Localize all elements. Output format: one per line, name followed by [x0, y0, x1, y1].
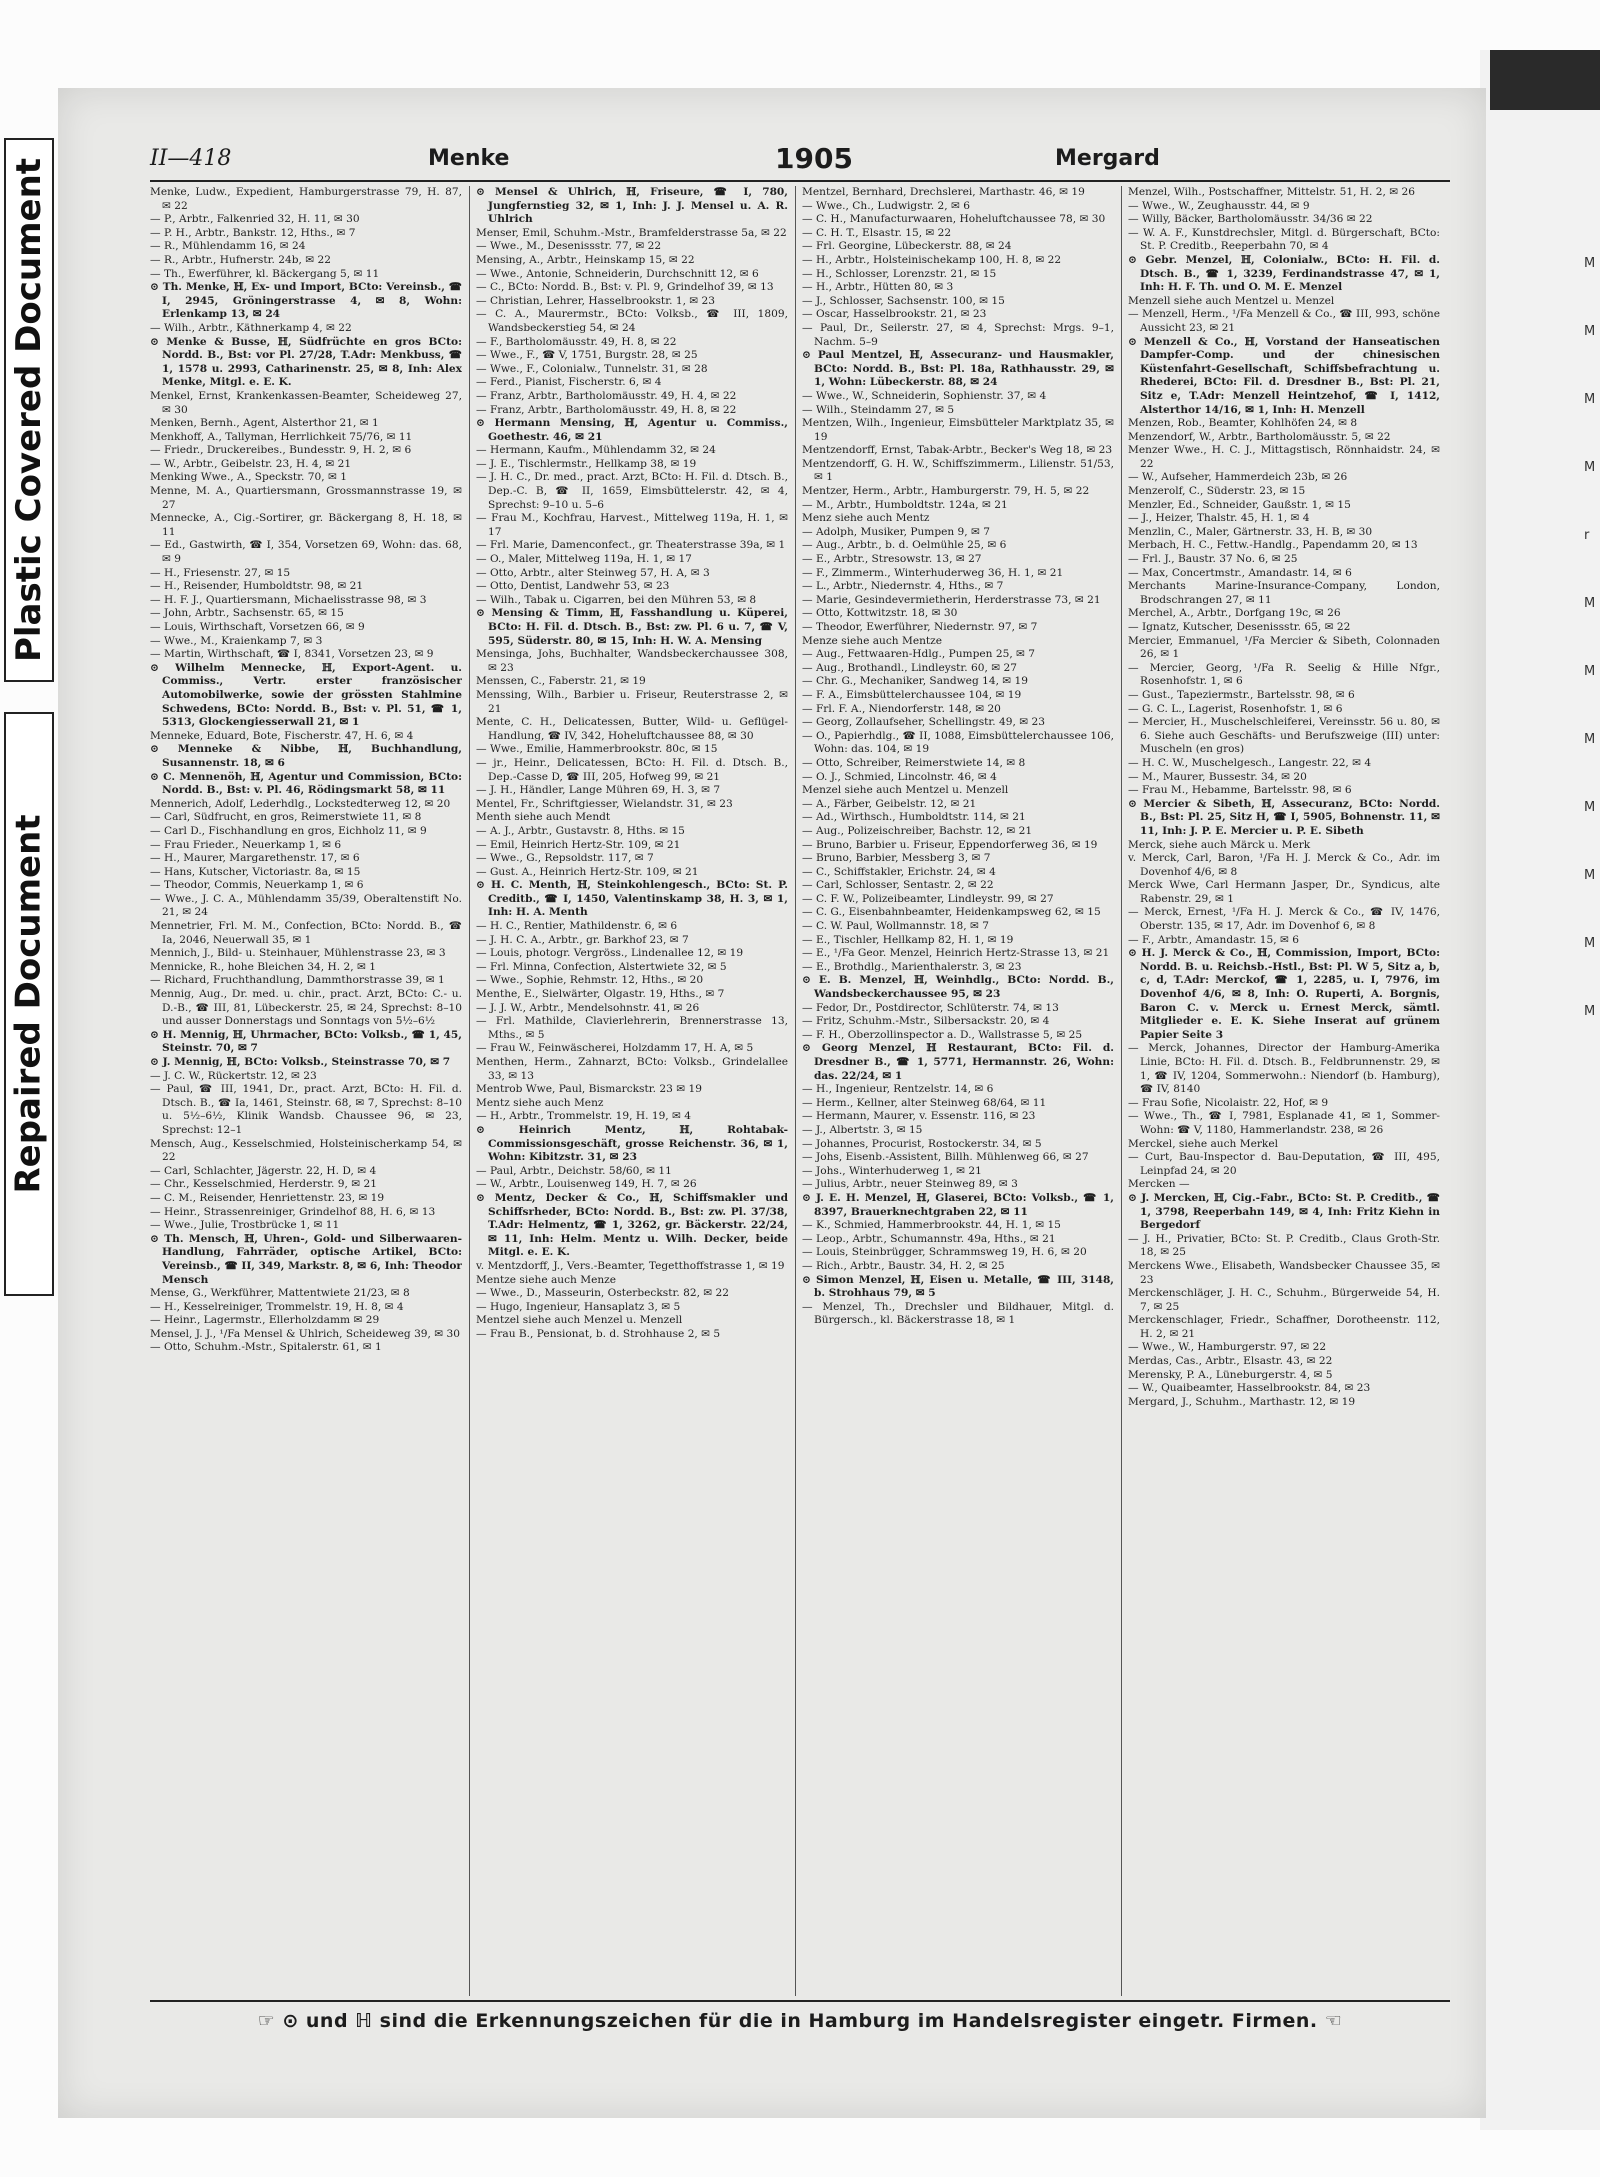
directory-entry: Menth siehe auch Mendt: [476, 811, 611, 824]
directory-entry: Menssen, C., Faberstr. 21, ✉ 19: [476, 675, 646, 688]
directory-entry: — W., Arbtr., Louisenweg 149, H. 7, ✉ 26: [476, 1178, 697, 1191]
directory-entry: — Adolph, Musiker, Pumpen 9, ✉ 7: [802, 525, 991, 538]
directory-entry: Menzel, Wilh., Postschaffner, Mittelstr. 51, H. 2, ✉ 26: [1128, 186, 1415, 198]
adjacent-page-mark: M: [1584, 800, 1596, 815]
directory-entry: Menkel, Ernst, Krankenkassen-Beamter, Scheideweg 27, ✉ 30: [150, 389, 462, 416]
directory-entry: — Friedr., Druckereibes., Bundesstr. 9, H. 2, ✉ 6: [150, 444, 412, 457]
directory-entry: — Fritz, Schuhm.-Mstr., Silbersackstr. 20, ✉ 4: [802, 1015, 1050, 1028]
directory-entry: — Heinr., Lagermstr., Ellerholzdamm ✉ 29: [150, 1314, 380, 1327]
directory-entry: Mentzer, Herm., Arbtr., Hamburgerstr. 79, H. 5, ✉ 22: [802, 485, 1090, 498]
directory-entry: — Mercier, Georg, ¹/Fa R. Seelig & Hille Nfgr., Rosenhofstr. 1, ✉ 6: [1128, 661, 1440, 688]
directory-entry: — Georg, Zollaufseher, Schellingstr. 49, ✉ 23: [802, 716, 1045, 729]
directory-entry: Menthen, Herm., Zahnarzt, BCto: Volksb., Grindelallee 33, ✉ 13: [476, 1056, 788, 1082]
directory-entry: ⊙ Menke & Busse, ℍ, Südfrüchte en gros BCto: Nordd. B., Bst: vor Pl. 27/28, T.Adr: Menkbuss, ☎ 1, 1578 u. 2993, Catharinenstr. 25, ✉ 8, Inh: Alex Menke, Mitgl. e. E. K.: [150, 335, 462, 389]
directory-columns: [150, 186, 1450, 1996]
directory-entry: — H. C. W., Muschelgesch., Langestr. 22, ✉ 4: [1128, 756, 1372, 769]
adjacent-page-mark: M: [1584, 1004, 1596, 1019]
directory-entry: ⊙ Mensel & Uhlrich, ℍ, Friseure, ☎ I, 780, Jungfernstieg 32, ✉ 1, Inh: J. J. Mensel u. A. R. Uhlrich: [476, 186, 788, 226]
directory-entry: Mensel, J. J., ¹/Fa Mensel & Uhlrich, Scheideweg 39, ✉ 30: [150, 1327, 461, 1340]
directory-entry: Merckenschläger, J. H. C., Schuhm., Bürgerweide 54, H. 7, ✉ 25: [1128, 1287, 1440, 1313]
directory-entry: Menzer Wwe., H. C. J., Mittagstisch, Rönnhaidstr. 24, ✉ 22: [1128, 444, 1440, 470]
directory-entry: — C. G., Eisenbahnbeamter, Heidenkampsweg 62, ✉ 15: [802, 906, 1101, 919]
directory-entry: — Louis, photogr. Vergröss., Lindenallee 12, ✉ 19: [476, 947, 744, 960]
directory-entry: Mentzel siehe auch Menzel u. Menzell: [476, 1314, 683, 1327]
directory-entry: — Ferd., Pianist, Fischerstr. 6, ✉ 4: [476, 376, 662, 389]
directory-entry: — A. J., Arbtr., Gustavstr. 8, Hths. ✉ 15: [476, 824, 685, 837]
directory-entry: — Frau M., Hebamme, Bartelsstr. 98, ✉ 6: [1128, 784, 1352, 797]
directory-entry: — Martin, Wirthschaft, ☎ I, 8341, Vorsetzen 23, ✉ 9: [150, 648, 434, 661]
directory-entry: Mennig, Aug., Dr. med. u. chir., pract. Arzt, BCto: C.- u. D.-B., ☎ III, 81, Lübeckerstr. 25, ✉ 24, Sprechst: 8–10 und ausser Donnerstags und Sonntags von 5½–6½: [150, 988, 462, 1028]
directory-entry: — J. J. W., Arbtr., Mendelsohnstr. 41, ✉ 26: [476, 1001, 700, 1014]
directory-entry: ⊙ Menneke & Nibbe, ℍ, Buchhandlung, Susannenstr. 18, ✉ 6: [150, 743, 462, 769]
directory-entry: — C. H., Manufacturwaaren, Hoheluftchaussee 78, ✉ 30: [802, 213, 1106, 226]
adjacent-page-mark: r: [1584, 528, 1590, 543]
directory-entry: ⊙ Heinrich Mentz, ℍ, Rohtabak-Commissionsgeschäft, grosse Reichenstr. 36, ✉ 1, Wohn: Kibitzstr. 31, ✉ 23: [476, 1123, 788, 1164]
directory-entry: Menzell siehe auch Mentzel u. Menzel: [1128, 294, 1335, 307]
directory-entry: — F., Zimmerm., Winterhuderweg 36, H. 1, ✉ 21: [802, 566, 1064, 579]
adjacent-page-mark: M: [1584, 324, 1596, 339]
directory-entry: ⊙ E. B. Menzel, ℍ, Weinhdlg., BCto: Nordd. B., Wandsbeckerchaussee 95, ✉ 23: [802, 974, 1114, 1001]
directory-entry: ⊙ Mentz, Decker & Co., ℍ, Schiffsmakler und Schiffsrheder, BCto: Nordd. B., Bst: zw. Pl. 37/38, T.Adr: Helmentz, ☎ 1, 3262, gr. Bäckerstr. 22/24, ✉ 11, Inh: Helm. Mentz u. Wilh. Decker, beide Mitgl. e. E. K.: [476, 1191, 788, 1259]
directory-entry: — Johs., Winterhuderweg 1, ✉ 21: [802, 1164, 982, 1177]
directory-entry: — W., Arbtr., Geibelstr. 23, H. 4, ✉ 21: [150, 457, 352, 470]
directory-entry: — Frau W., Feinwäscherei, Holzdamm 17, H. A, ✉ 5: [476, 1042, 754, 1055]
directory-entry: ⊙ J. E. H. Menzel, ℍ, Glaserei, BCto: Volksb., ☎ 1, 8397, Brauerknechtgraben 22, ✉ 11: [802, 1191, 1114, 1218]
directory-entry: — Otto, Schreiber, Reimerstwiete 14, ✉ 8: [802, 756, 1026, 769]
directory-entry: — Leop., Arbtr., Schumannstr. 49a, Hths., ✉ 21: [802, 1232, 1056, 1245]
directory-entry: — Wilh., Steindamm 27, ✉ 5: [802, 403, 955, 416]
directory-entry: — Richard, Fruchthandlung, Dammthorstrasse 39, ✉ 1: [150, 974, 445, 987]
directory-entry: Menzen, Rob., Beamter, Kohlhöfen 24, ✉ 8: [1128, 417, 1358, 430]
directory-entry: — O., Papierhdlg., ☎ II, 1088, Eimsbüttelerchaussee 106, Wohn: das. 104, ✉ 19: [802, 729, 1114, 756]
column-divider: [795, 186, 796, 1996]
directory-entry: — H., Arbtr., Trommelstr. 19, H. 19, ✉ 4: [476, 1110, 692, 1123]
directory-entry: — C. A., Maurermstr., BCto: Volksb., ☎ III, 1809, Wandsbeckerstieg 54, ✉ 24: [476, 308, 788, 334]
directory-entry: Mennerich, Adolf, Lederhdlg., Lockstedterweg 12, ✉ 20: [150, 797, 451, 810]
page-number: II—418: [150, 146, 232, 171]
directory-entry: — Theodor, Commis, Neuerkamp 1, ✉ 6: [150, 879, 364, 892]
directory-entry: — Wwe., Sophie, Rehmstr. 12, Hths., ✉ 20: [476, 974, 704, 987]
directory-entry: — Aug., Brothandl., Lindleystr. 60, ✉ 27: [802, 661, 1017, 674]
directory-entry: ⊙ H. C. Menth, ℍ, Steinkohlengesch., BCto: St. P. Creditb., ☎ I, 1450, Valentinskamp 38, H. 3, ✉ 1, Inh: H. A. Menth: [476, 879, 788, 919]
directory-entry: Merchel, A., Arbtr., Dorfgang 19c, ✉ 26: [1128, 607, 1341, 620]
directory-entry: — H., Kesselreiniger, Trommelstr. 19, H. 8, ✉ 4: [150, 1300, 404, 1313]
directory-entry: — Johs, Eisenb.-Assistent, Billh. Mühlenweg 66, ✉ 27: [802, 1151, 1089, 1164]
directory-entry: — Chr. G., Mechaniker, Sandweg 14, ✉ 19: [802, 675, 1029, 688]
directory-entry: — Curt, Bau-Inspector d. Bau-Deputation, ☎ III, 495, Leinpfad 24, ✉ 20: [1128, 1151, 1440, 1177]
directory-entry: Mentzendorff, G. H. W., Schiffszimmerm., Lilienstr. 51/53, ✉ 1: [802, 457, 1114, 484]
directory-entry: — E., Tischler, Hellkamp 82, H. 1, ✉ 19: [802, 933, 1014, 946]
directory-entry: — M., Arbtr., Humboldtstr. 124a, ✉ 21: [802, 498, 1008, 511]
directory-entry: Mense, G., Werkführer, Mattentwiete 21/23, ✉ 8: [150, 1287, 410, 1300]
directory-entry: — Max, Concertmstr., Amandastr. 14, ✉ 6: [1128, 566, 1352, 579]
directory-entry: Mensinga, Johs, Buchhalter, Wandsbeckerchaussee 308, ✉ 23: [476, 648, 788, 674]
directory-entry: Merbach, H. C., Fettw.-Handlg., Papendamm 20, ✉ 13: [1128, 539, 1418, 552]
directory-entry: — Th., Ewerführer, kl. Bäckergang 5, ✉ 11: [150, 267, 380, 280]
directory-entry: — Hugo, Ingenieur, Hansaplatz 3, ✉ 5: [476, 1300, 681, 1313]
directory-entry: Menze siehe auch Mentze: [802, 634, 943, 647]
directory-entry: — Chr., Kesselschmied, Herderstr. 9, ✉ 21: [150, 1178, 377, 1191]
directory-entry: Mentz siehe auch Menz: [476, 1096, 604, 1109]
directory-entry: — Gust. A., Heinrich Hertz-Str. 109, ✉ 21: [476, 865, 699, 878]
directory-entry: — Frau Frieder., Neuerkamp 1, ✉ 6: [150, 838, 342, 851]
directory-entry: — Aug., Arbtr., b. d. Oelmühle 25, ✉ 6: [802, 539, 1007, 552]
directory-entry: Mentzendorff, Ernst, Tabak-Arbtr., Becker's Weg 18, ✉ 23: [802, 444, 1113, 457]
directory-entry: — Hermann, Maurer, v. Essenstr. 116, ✉ 23: [802, 1110, 1036, 1123]
footer-rule: [150, 2000, 1450, 2002]
directory-entry: — C. F. W., Polizeibeamter, Lindleystr. 99, ✉ 27: [802, 892, 1054, 905]
directory-entry: — Julius, Arbtr., neuer Steinweg 89, ✉ 3: [802, 1178, 1018, 1191]
directory-entry: — E., ¹/Fa Geor. Menzel, Heinrich Hertz-Strasse 13, ✉ 21: [802, 947, 1110, 960]
directory-entry: — Gust., Tapeziermstr., Bartelsstr. 98, ✉ 6: [1128, 688, 1355, 701]
directory-entry: — J., Schlosser, Sachsenstr. 100, ✉ 15: [802, 294, 1005, 307]
column-divider: [469, 186, 470, 1996]
page-content: [150, 140, 1450, 2090]
directory-entry: Menkhoff, A., Tallyman, Herrlichkeit 75/76, ✉ 11: [150, 430, 413, 443]
directory-entry: — O. J., Schmied, Lincolnstr. 46, ✉ 4: [802, 770, 997, 783]
directory-entry: — Emil, Heinrich Hertz-Str. 109, ✉ 21: [476, 838, 681, 851]
directory-entry: Mennetrier, Frl. M. M., Confection, BCto: Nordd. B., ☎ Ia, 2046, Neuerwall 35, ✉ 1: [150, 920, 462, 946]
directory-entry: — Wwe., W., Schneiderin, Sophienstr. 37, ✉ 4: [802, 389, 1047, 402]
directory-entry: — Paul, Arbtr., Deichstr. 58/60, ✉ 11: [476, 1164, 672, 1177]
directory-entry: Menke, Ludw., Expedient, Hamburgerstrasse 79, H. 87, ✉ 22: [150, 186, 462, 212]
directory-entry: — Frl. F. A., Niendorferstr. 148, ✉ 20: [802, 702, 1001, 715]
directory-entry: — H., Maurer, Margarethenstr. 17, ✉ 6: [150, 852, 360, 865]
directory-entry: Menzlin, C., Maler, Gärtnerstr. 33, H. B, ✉ 30: [1128, 525, 1373, 538]
directory-entry: ⊙ Hermann Mensing, ℍ, Agentur u. Commiss., Goethestr. 46, ✉ 21: [476, 417, 788, 443]
directory-entry: — Aug., Fettwaaren-Hdlg., Pumpen 25, ✉ 7: [802, 648, 1036, 661]
directory-entry: — F., Arbtr., Amandastr. 15, ✉ 6: [1128, 933, 1299, 946]
directory-entry: — P. H., Arbtr., Bankstr. 12, Hths., ✉ 7: [150, 226, 356, 239]
directory-entry: — Bruno, Barbier u. Friseur, Eppendorferweg 36, ✉ 19: [802, 838, 1098, 851]
directory-entry: — H., Reisender, Humboldtstr. 98, ✉ 21: [150, 580, 364, 593]
directory-entry: — Marie, Gesindevermietherin, Herderstrasse 73, ✉ 21: [802, 593, 1101, 606]
directory-entry: — Heinr., Strassenreiniger, Grindelhof 88, H. 6, ✉ 13: [150, 1205, 436, 1218]
directory-entry: — Wwe., M., Desenissstr. 77, ✉ 22: [476, 240, 662, 253]
directory-entry: Merdas, Cas., Arbtr., Elsastr. 43, ✉ 22: [1128, 1355, 1333, 1368]
footer-note: ☞ ⊙ und ℍ sind die Erkennungszeichen für die in Hamburg im Handelsregister eingetr. Firmen. ☜: [257, 2010, 1343, 2032]
directory-entry: Mennich, J., Bild- u. Steinhauer, Mühlenstrasse 23, ✉ 3: [150, 947, 446, 960]
directory-entry: — H., Ingenieur, Rentzelstr. 14, ✉ 6: [802, 1083, 994, 1096]
directory-entry: — Wwe., F., ☎ V, 1751, Burgstr. 28, ✉ 25: [476, 349, 698, 362]
directory-entry: — C., Schiffstakler, Erichstr. 24, ✉ 4: [802, 865, 996, 878]
directory-entry: — H., Schlosser, Lorenzstr. 21, ✉ 15: [802, 267, 997, 280]
directory-entry: — Mercier, H., Muschelschleiferei, Vereinsstr. 56 u. 80, ✉ 6. Siehe auch Geschäfts- und Berufszweige (III) unter: Muscheln (en gros): [1128, 716, 1440, 756]
directory-entry: — J., Albertstr. 3, ✉ 15: [802, 1123, 923, 1136]
directory-entry: ⊙ J. Mercken, ℍ, Cig.-Fabr., BCto: St. P. Creditb., ☎ 1, 3798, Reeperbahn 149, ✉ 4, Inh: Fritz Kiehn in Bergedorf: [1128, 1191, 1440, 1232]
directory-entry: — Wwe., D., Masseurin, Osterbeckstr. 82, ✉ 22: [476, 1287, 730, 1300]
directory-entry: Mensch, Aug., Kesselschmied, Holsteinischerkamp 54, ✉ 22: [150, 1137, 462, 1164]
directory-entry: Mercier, Emmanuel, ¹/Fa Mercier & Sibeth, Colonnaden 26, ✉ 1: [1128, 634, 1440, 661]
year: 1905: [775, 142, 853, 175]
column-4: [1128, 186, 1440, 1996]
directory-entry: Menken, Bernh., Agent, Alsterthor 21, ✉ 1: [150, 417, 379, 430]
directory-entry: — Frau B., Pensionat, b. d. Strohhause 2, ✉ 5: [476, 1327, 721, 1340]
directory-entry: ⊙ C. Mennenöh, ℍ, Agentur und Commission, BCto: Nordd. B., Bst: v. Pl. 46, Rödingsmarkt 58, ✉ 11: [150, 770, 462, 797]
directory-entry: ⊙ Gebr. Menzel, ℍ, Colonialw., BCto: H. Fil. d. Dtsch. B., ☎ 1, 3239, Ferdinandstrasse 47, ✉ 1, Inh: H. F. Th. und O. M. E. Menzel: [1128, 253, 1440, 294]
directory-entry: — Carl, Schlachter, Jägerstr. 22, H. D, ✉ 4: [150, 1164, 377, 1177]
directory-entry: Merckens Wwe., Elisabeth, Wandsbecker Chaussee 35, ✉ 23: [1128, 1259, 1440, 1286]
adjacent-page-mark: M: [1584, 460, 1596, 475]
directory-entry: — Theodor, Ewerführer, Niedernstr. 97, ✉ 7: [802, 621, 1038, 633]
directory-entry: ⊙ J. Mennig, ℍ, BCto: Volksb., Steinstrasse 70, ✉ 7: [150, 1056, 451, 1068]
right-guide-word: Mergard: [1055, 146, 1160, 171]
directory-entry: — Frau Sofie, Nicolaistr. 22, Hof, ✉ 9: [1128, 1096, 1329, 1109]
directory-entry: — M., Maurer, Bussestr. 34, ✉ 20: [1128, 770, 1307, 783]
directory-entry: — Oscar, Hasselbrookstr. 21, ✉ 23: [802, 308, 987, 321]
directory-entry: v. Merck, Carl, Baron, ¹/Fa H. J. Merck & Co., Adr. im Dovenhof 4/6, ✉ 8: [1128, 852, 1440, 878]
directory-entry: Menking Wwe., A., Speckstr. 70, ✉ 1: [150, 471, 347, 484]
directory-entry: ⊙ Menzell & Co., ℍ, Vorstand der Hanseatischen Dampfer-Comp. und der chinesischen Küstenfahrt-Gesellschaft, Schiffsbefrachtung u. Rhederei, BCto: Fil. d. Dresdner B., Bst: Pl. 21, Sitz e, T.Adr: Menzell Heintzehof, ☎ I, 1412, Alsterthor 14/16, ✉ 1, Inh: H. Menzell: [1128, 335, 1440, 416]
directory-entry: — C. H. T., Elsastr. 15, ✉ 22: [802, 226, 952, 239]
directory-entry: — Franz, Arbtr., Bartholomäusstr. 49, H. 4, ✉ 22: [476, 389, 737, 402]
directory-entry: — Wwe., F., Colonialw., Tunnelstr. 31, ✉ 28: [476, 362, 708, 375]
directory-entry: Mentze siehe auch Menze: [476, 1273, 617, 1286]
adjacent-page-mark: M: [1584, 868, 1596, 883]
directory-entry: ⊙ Georg Menzel, ℍ Restaurant, BCto: Fil. d. Dresdner B., ☎ 1, 5771, Hermannstr. 26, Wohn: das. 22/24, ✉ 1: [802, 1042, 1114, 1082]
directory-entry: — Carl D., Fischhandlung en gros, Eichholz 11, ✉ 9: [150, 824, 427, 837]
directory-entry: — Wwe., J. C. A., Mühlendamm 35/39, Oberaltenstift No. 21, ✉ 24: [150, 892, 462, 919]
directory-entry: — Frl. Minna, Confection, Alstertwiete 32, ✉ 5: [476, 960, 727, 973]
directory-entry: — R., Arbtr., Hufnerstr. 24b, ✉ 22: [150, 253, 331, 266]
directory-entry: ⊙ Mensing & Timm, ℍ, Fasshandlung u. Küperei, BCto: H. Fil. d. Dtsch. B., Bst: zw. Pl. 6 u. 7, ☎ V, 595, Süderstr. 80, ✉ 15, Inh: H. W. A. Mensing: [476, 607, 788, 647]
directory-entry: — R., Mühlendamm 16, ✉ 24: [150, 240, 306, 253]
directory-entry: — Fedor, Dr., Postdirector, Schlüterstr. 74, ✉ 13: [802, 1001, 1059, 1014]
directory-entry: Menthe, E., Sielwärter, Olgastr. 19, Hths., ✉ 7: [476, 988, 725, 1001]
directory-entry: — Ad., Wirthsch., Humboldtstr. 114, ✉ 21: [802, 811, 1026, 824]
directory-entry: — H., Arbtr., Hütten 80, ✉ 3: [802, 281, 954, 294]
directory-entry: — Otto, Schuhm.-Mstr., Spitalerstr. 61, ✉ 1: [150, 1341, 382, 1354]
directory-entry: Merchants Marine-Insurance-Company, London, Brodschrangen 27, ✉ 11: [1128, 580, 1440, 606]
directory-entry: ⊙ Th. Menke, ℍ, Ex- und Import, BCto: Vereinsb., ☎ I, 2945, Gröningerstrasse 4, ✉ 8, Wohn: Erlenkamp 13, ✉ 24: [150, 281, 462, 321]
directory-entry: — Wwe., M., Kraienkamp 7, ✉ 3: [150, 634, 323, 647]
directory-entry: — Hans, Kutscher, Victoriastr. 8a, ✉ 15: [150, 865, 361, 878]
directory-entry: — L., Arbtr., Niedernstr. 4, Hths., ✉ 7: [802, 580, 1004, 593]
directory-entry: — Menzell, Herm., ¹/Fa Menzell & Co., ☎ III, 993, schöne Aussicht 23, ✉ 21: [1128, 308, 1440, 334]
directory-entry: — Wwe., Julie, Trostbrücke 1, ✉ 11: [150, 1219, 340, 1232]
directory-entry: — Carl, Südfrucht, en gros, Reimerstwiete 11, ✉ 8: [150, 811, 422, 824]
directory-entry: Mente, C. H., Delicatessen, Butter, Wild- u. Geflügel-Handlung, ☎ IV, 342, Hoheluftchaussee 88, ✉ 30: [476, 716, 788, 742]
directory-entry: ⊙ H. J. Merck & Co., ℍ, Commission, Import, BCto: Nordd. B. u. Reichsb.-Hstl., Bst: Pl. W 5, Sitz a, b, c, d, T.Adr: Merckof, ☎ 1, 2285, u. I, 7976, im Dovenhof 4/6, ✉ 8, Inh: O. Ruperti, A. Borgnis, Baron C. v. Merck u. Ernest Merck, sämtl. Mitglieder e. E. K. Siehe Inserat auf grünem Papier Seite 3: [1128, 947, 1440, 1041]
directory-entry: — Frl. Marie, Damenconfect., gr. Theaterstrasse 39a, ✉ 1: [476, 539, 786, 552]
directory-entry: Mentel, Fr., Schriftgiesser, Wielandstr. 31, ✉ 23: [476, 797, 733, 810]
adjacent-page-edge: [1480, 50, 1600, 2130]
directory-entry: — F. A., Eimsbüttelerchaussee 104, ✉ 19: [802, 688, 1022, 701]
page-header: [150, 140, 1450, 182]
directory-entry: — H., Friesenstr. 27, ✉ 15: [150, 566, 291, 579]
directory-entry: Menzerolf, C., Süderstr. 23, ✉ 15: [1128, 485, 1306, 498]
directory-entry: — Merck, Ernest, ¹/Fa H. J. Merck & Co., ☎ IV, 1476, Oberstr. 135, ✉ 17, Adr. im Dovenhof 6, ✉ 8: [1128, 906, 1440, 933]
directory-entry: ⊙ Wilhelm Mennecke, ℍ, Export-Agent. u. Commiss., Vertr. erster französischer Automobilwerke, sowie der grössten Stahlmine Schwedens, BCto: Nordd. B., Bst: v. Pl. 51, ☎ 1, 5313, Glockengiesserwall 21, ✉ 1: [150, 661, 462, 729]
directory-entry: — H. C., Rentier, Mathildenstr. 6, ✉ 6: [476, 920, 678, 933]
directory-page: [58, 88, 1486, 2118]
directory-entry: — A., Färber, Geibelstr. 12, ✉ 21: [802, 797, 977, 810]
scanner-dark-corner: [1490, 50, 1600, 110]
directory-entry: ⊙ Simon Menzel, ℍ, Eisen u. Metalle, ☎ III, 3148, b. Strohhaus 79, ✉ 5: [802, 1273, 1114, 1300]
directory-entry: — H. F. J., Quartiersmann, Michaelisstrasse 98, ✉ 3: [150, 593, 427, 606]
directory-entry: Menzendorf, W., Arbtr., Bartholomäusstr. 5, ✉ 22: [1128, 430, 1391, 443]
directory-entry: — C. W. Paul, Wollmannstr. 18, ✉ 7: [802, 920, 989, 933]
directory-entry: Mennicke, R., hohe Bleichen 34, H. 2, ✉ 1: [150, 960, 376, 973]
directory-entry: — jr., Heinr., Delicatessen, BCto: H. Fil. d. Dtsch. B., Dep.-Casse D, ☎ III, 205, Hofweg 99, ✉ 21: [476, 756, 788, 783]
directory-entry: Merckel, siehe auch Merkel: [1128, 1137, 1278, 1150]
directory-entry: — Otto, Dentist, Landwehr 53, ✉ 23: [476, 580, 670, 593]
directory-entry: — J. H. C. A., Arbtr., gr. Barkhof 23, ✉ 7: [476, 933, 689, 946]
directory-entry: — Wwe., Emilie, Hammerbrookstr. 80c, ✉ 15: [476, 743, 718, 756]
directory-entry: — J. E., Tischlermstr., Hellkamp 38, ✉ 19: [476, 457, 697, 470]
column-divider: [1121, 186, 1122, 1996]
directory-entry: Mentzel, Bernhard, Drechslerei, Marthastr. 46, ✉ 19: [802, 186, 1085, 198]
directory-entry: Menssing, Wilh., Barbier u. Friseur, Reuterstrasse 2, ✉ 21: [476, 688, 788, 715]
directory-entry: Menzel siehe auch Mentzel u. Menzell: [802, 784, 1009, 797]
directory-entry: — Frau M., Kochfrau, Harvest., Mittelweg 119a, H. 1, ✉ 17: [476, 512, 788, 538]
directory-entry: — Franz, Arbtr., Bartholomäusstr. 49, H. 8, ✉ 22: [476, 403, 737, 416]
directory-entry: — C. M., Reisender, Henriettenstr. 23, ✉ 19: [150, 1191, 385, 1204]
directory-entry: — Frl. Mathilde, Clavierlehrerin, Brennerstrasse 13, Mths., ✉ 5: [476, 1015, 788, 1041]
directory-entry: Mergard, J., Schuhm., Marthastr. 12, ✉ 19: [1128, 1395, 1356, 1408]
directory-entry: — Otto, Kottwitzstr. 18, ✉ 30: [802, 607, 958, 620]
plastic-covered-label-text: Plastic Covered Document: [9, 157, 50, 663]
directory-entry: — W., Aufseher, Hammerdeich 23b, ✉ 26: [1128, 471, 1348, 484]
directory-entry: — W., Quaibeamter, Hasselbrookstr. 84, ✉ 23: [1128, 1382, 1371, 1395]
directory-entry: Mentzen, Wilh., Ingenieur, Eimsbütteler Marktplatz 35, ✉ 19: [802, 417, 1114, 443]
directory-entry: — Otto, Arbtr., alter Steinweg 57, H. A, ✉ 3: [476, 566, 710, 579]
directory-entry: — G. C. L., Lagerist, Rosenhofstr. 1, ✉ 6: [1128, 702, 1343, 715]
directory-entry: — F., Bartholomäusstr. 49, H. 8, ✉ 22: [476, 335, 677, 348]
adjacent-page-mark: M: [1584, 256, 1596, 271]
plastic-covered-label: [4, 138, 54, 682]
directory-entry: — Menzel, Th., Drechsler und Bildhauer, Mitgl. d. Bürgersch., kl. Bäckerstrasse 18, ✉ 1: [802, 1300, 1114, 1327]
column-2: [476, 186, 788, 1996]
directory-entry: — E., Arbtr., Stresowstr. 13, ✉ 27: [802, 553, 982, 566]
directory-entry: Merck, siehe auch Märck u. Merk: [1128, 838, 1311, 851]
directory-entry: — Rich., Arbtr., Baustr. 34, H. 2, ✉ 25: [802, 1259, 1005, 1272]
directory-entry: — P., Arbtr., Falkenried 32, H. 11, ✉ 30: [150, 213, 360, 226]
directory-entry: — J., Heizer, Thalstr. 45, H. 1, ✉ 4: [1128, 512, 1310, 525]
directory-entry: — Hermann, Kaufm., Mühlendamm 32, ✉ 24: [476, 444, 716, 457]
directory-entry: — J. H., Händler, Lange Mühren 69, H. 3, ✉ 7: [476, 784, 721, 797]
directory-entry: — Carl, Schlosser, Sentastr. 2, ✉ 22: [802, 879, 994, 892]
directory-entry: Menz siehe auch Mentz: [802, 512, 930, 525]
directory-entry: ⊙ Mercier & Sibeth, ℍ, Assecuranz, BCto: Nordd. B., Bst: Pl. 25, Sitz H, ☎ I, 5905, Bohnenstr. 11, ✉ 11, Inh: J. P. E. Mercier u. P. E. Sibeth: [1128, 797, 1440, 837]
directory-entry: Menne, M. A., Quartiersmann, Grossmannstrasse 19, ✉ 27: [150, 485, 462, 511]
directory-entry: — Christian, Lehrer, Hasselbrookstr. 1, ✉ 23: [476, 294, 716, 307]
directory-entry: — Louis, Wirthschaft, Vorsetzen 66, ✉ 9: [150, 621, 365, 633]
directory-entry: — J. H., Privatier, BCto: St. P. Creditb., Claus Groth-Str. 18, ✉ 25: [1128, 1232, 1440, 1259]
directory-entry: — O., Maler, Mittelweg 119a, H. 1, ✉ 17: [476, 553, 692, 566]
directory-entry: — Wwe., Ch., Ludwigstr. 2, ✉ 6: [802, 199, 970, 212]
directory-entry: — Frl. Georgine, Lübeckerstr. 88, ✉ 24: [802, 240, 1012, 253]
directory-entry: — Aug., Polizeischreiber, Bachstr. 12, ✉ 21: [802, 824, 1033, 837]
directory-entry: Menser, Emil, Schuhm.-Mstr., Bramfelderstrasse 5a, ✉ 22: [476, 226, 787, 239]
repaired-document-label: [4, 712, 54, 1296]
directory-entry: ⊙ H. Mennig, ℍ, Uhrmacher, BCto: Volksb., ☎ 1, 45, Steinstr. 70, ✉ 7: [150, 1028, 462, 1055]
directory-entry: — Wilh., Arbtr., Käthnerkamp 4, ✉ 22: [150, 321, 352, 334]
directory-entry: — Ed., Gastwirth, ☎ I, 354, Vorsetzen 69, Wohn: das. 68, ✉ 9: [150, 539, 462, 566]
directory-entry: — Ignatz, Kutscher, Desenissstr. 65, ✉ 22: [1128, 621, 1351, 633]
adjacent-page-mark: M: [1584, 596, 1596, 611]
directory-entry: — Wilh., Tabak u. Cigarren, bei den Mühren 53, ✉ 8: [476, 593, 757, 606]
directory-entry: — Willy, Bäcker, Bartholomäusstr. 34/36 ✉ 22: [1128, 213, 1373, 226]
directory-entry: — Johannes, Procurist, Rostockerstr. 34, ✉ 5: [802, 1137, 1042, 1150]
directory-entry: — H., Arbtr., Holsteinischekamp 100, H. 8, ✉ 22: [802, 253, 1062, 266]
adjacent-page-mark: M: [1584, 936, 1596, 951]
directory-entry: v. Mentzdorff, J., Vers.-Beamter, Tegetthoffstrasse 1, ✉ 19: [476, 1259, 785, 1272]
directory-entry: Merck Wwe, Carl Hermann Jasper, Dr., Syndicus, alte Rabenstr. 29, ✉ 1: [1128, 879, 1440, 905]
left-guide-word: Menke: [428, 146, 510, 171]
directory-entry: — F. H., Oberzollinspector a. D., Wallstrasse 5, ✉ 25: [802, 1028, 1083, 1041]
directory-entry: — W. A. F., Kunstdrechsler, Mitgl. d. Bürgerschaft, BCto: St. P. Creditb., Reeperbahn 70, ✉ 4: [1128, 226, 1440, 253]
directory-entry: — Herm., Kellner, alter Steinweg 68/64, ✉ 11: [802, 1096, 1047, 1109]
directory-entry: Mennecke, A., Cig.-Sortirer, gr. Bäckergang 8, H. 18, ✉ 11: [150, 512, 462, 538]
directory-entry: — K., Schmied, Hammerbrookstr. 44, H. 1, ✉ 15: [802, 1219, 1061, 1232]
directory-entry: — Louis, Steinbrügger, Schrammsweg 19, H. 6, ✉ 20: [802, 1246, 1087, 1259]
column-1: [150, 186, 462, 1996]
directory-entry: — Wwe., Antonie, Schneiderin, Durchschnitt 12, ✉ 6: [476, 267, 759, 280]
directory-entry: — Merck, Johannes, Director der Hamburg-Amerika Linie, BCto: H. Fil. d. Dtsch. B., Feldbrunnenstr. 29, ✉ 1, ☎ IV, 1204, Sommerwohn.: Niendorf (b. Hamburg), ☎ IV, 8140: [1128, 1042, 1440, 1096]
directory-entry: ⊙ Th. Mensch, ℍ, Uhren-, Gold- und Silberwaaren-Handlung, Fahrräder, optische Artikel, BCto: Vereinsb., ☎ II, 349, Markstr. 8, ✉ 6, Inh: Theodor Mensch: [150, 1232, 462, 1286]
directory-entry: — Wwe., G., Repsoldstr. 117, ✉ 7: [476, 852, 654, 865]
directory-entry: — Paul, Dr., Seilerstr. 27, ✉ 4, Sprechst: Mrgs. 9–1, Nachm. 5–9: [802, 321, 1114, 348]
directory-entry: Mensing, A., Arbtr., Heinskamp 15, ✉ 22: [476, 253, 695, 266]
directory-entry: ⊙ Paul Mentzel, ℍ, Assecuranz- und Hausmakler, BCto: Nordd. B., Bst: Pl. 18a, Rathhausstr. 29, ✉ 1, Wohn: Lübeckerstr. 88, ✉ 24: [802, 349, 1114, 389]
directory-entry: — Wwe., W., Hamburgerstr. 97, ✉ 22: [1128, 1341, 1327, 1354]
adjacent-page-marks: [1584, 230, 1594, 1046]
directory-entry: — Bruno, Barbier, Messberg 3, ✉ 7: [802, 852, 991, 865]
directory-entry: Menzler, Ed., Schneider, Gaußstr. 1, ✉ 15: [1128, 498, 1351, 511]
repaired-document-label-text: Repaired Document: [9, 814, 50, 1194]
directory-entry: — John, Arbtr., Sachsenstr. 65, ✉ 15: [150, 607, 344, 620]
directory-entry: — J. C. W., Rückertstr. 12, ✉ 23: [150, 1069, 317, 1082]
directory-entry: — J. H. C., Dr. med., pract. Arzt, BCto: H. Fil. d. Dtsch. B., Dep.-C. B, ☎ II, 1659, Eimsbüttelerstr. 42, ✉ 4, Sprechst: 9–10 u. 5–6: [476, 471, 788, 511]
directory-entry: — Wwe., Th., ☎ I, 7981, Esplanade 41, ✉ 1, Sommer-Wohn: ☎ V, 1180, Hammerlandstr. 238, ✉ 26: [1128, 1110, 1440, 1136]
directory-entry: — Frl. J., Baustr. 37 No. 6, ✉ 25: [1128, 553, 1298, 566]
directory-entry: Mercken —: [1128, 1178, 1190, 1191]
directory-entry: Merckenschlager, Friedr., Schaffner, Dorotheenstr. 112, H. 2, ✉ 21: [1128, 1314, 1440, 1340]
directory-entry: Mentrob Wwe, Paul, Bismarckstr. 23 ✉ 19: [476, 1083, 702, 1096]
directory-entry: — C., BCto: Nordd. B., Bst: v. Pl. 9, Grindelhof 39, ✉ 13: [476, 281, 774, 294]
directory-entry: — Wwe., W., Zeughausstr. 44, ✉ 9: [1128, 199, 1310, 212]
directory-entry: — Paul, ☎ III, 1941, Dr., pract. Arzt, BCto: H. Fil. d. Dtsch. B., ☎ Ia, 1461, Steinstr. 68, ✉ 7, Sprechst: 8–10 u. 5½–6½, Klinik Wandsb. Chaussee 96, ✉ 23, Sprechst: 12–1: [150, 1083, 462, 1136]
directory-entry: Merensky, P. A., Lüneburgerstr. 4, ✉ 5: [1128, 1368, 1333, 1381]
adjacent-page-mark: M: [1584, 664, 1596, 679]
directory-entry: — E., Brothdlg., Marienthalerstr. 3, ✉ 23: [802, 960, 1022, 973]
adjacent-page-mark: M: [1584, 392, 1596, 407]
column-3: [802, 186, 1114, 1996]
adjacent-page-mark: M: [1584, 732, 1596, 747]
directory-entry: Menneke, Eduard, Bote, Fischerstr. 47, H. 6, ✉ 4: [150, 729, 414, 742]
